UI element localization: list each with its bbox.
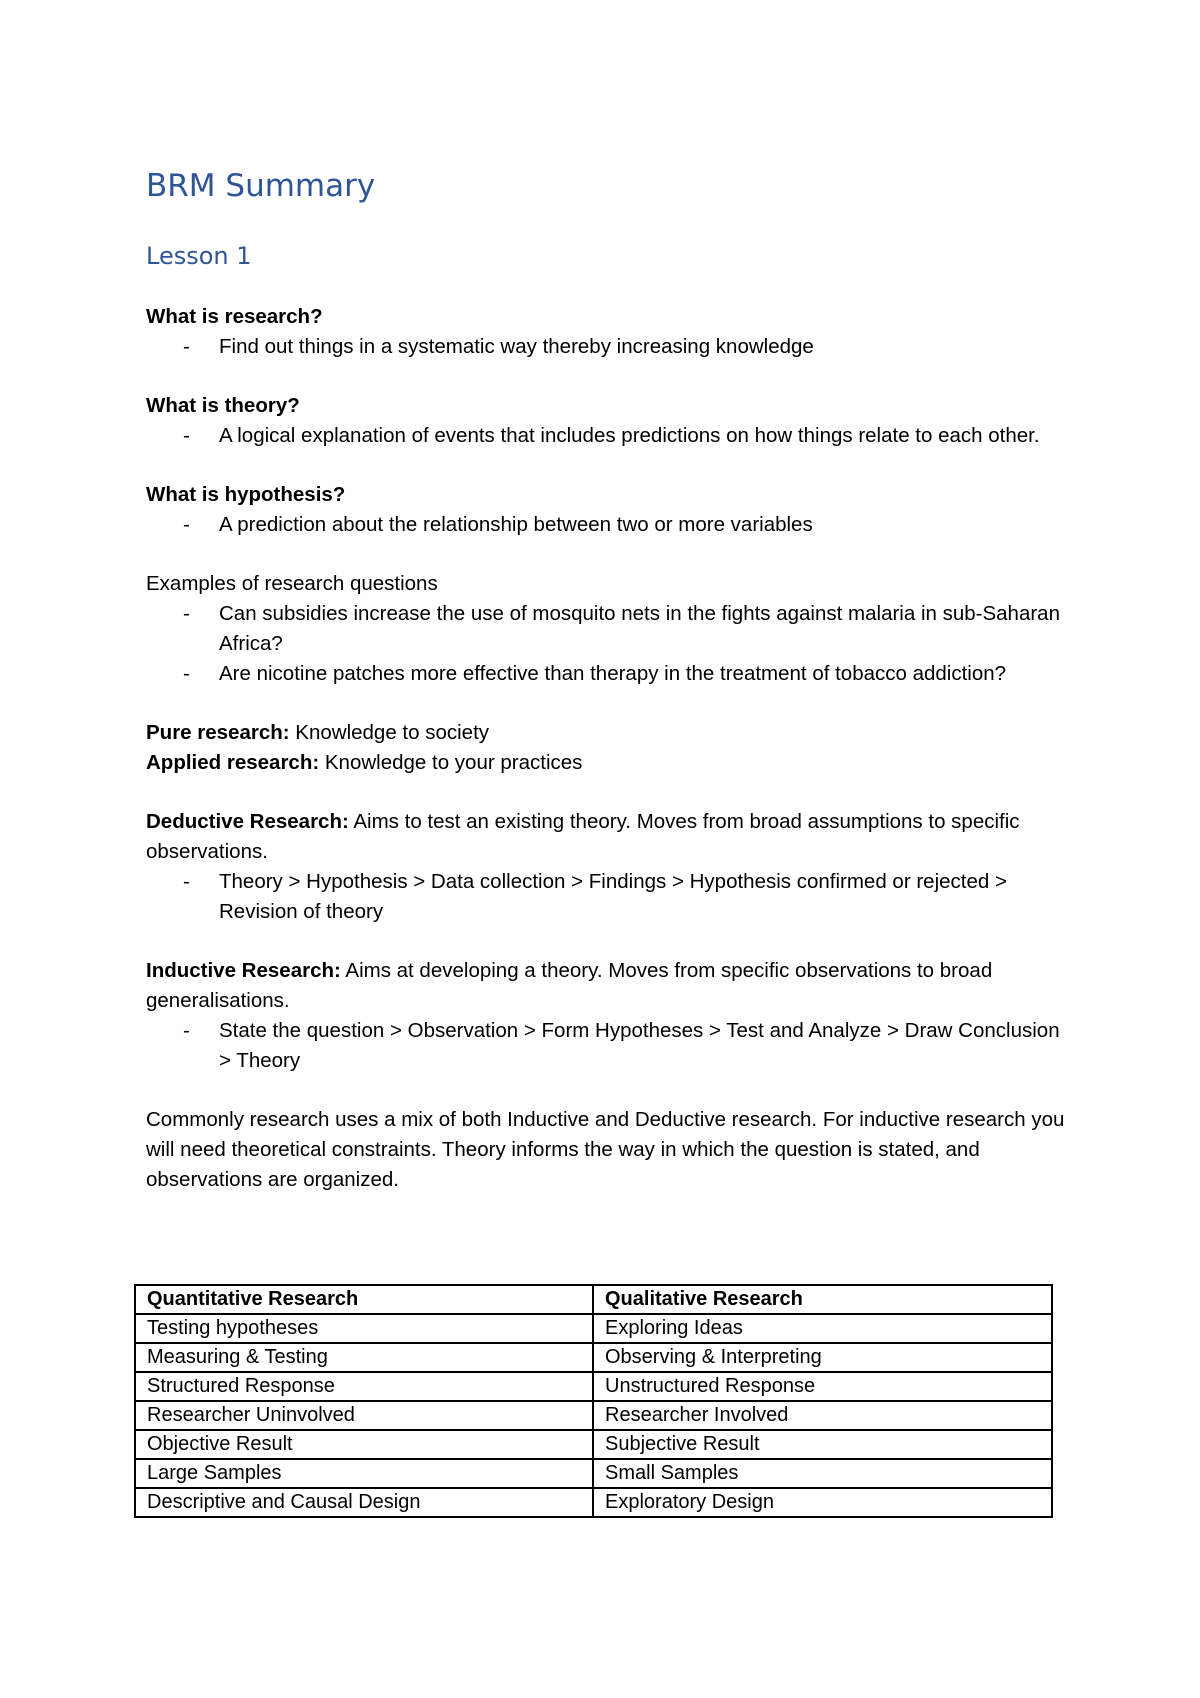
table-row (135, 1401, 1052, 1430)
table-row (135, 1430, 1052, 1459)
table-row (135, 1343, 1052, 1372)
table-cell: Descriptive and Causal Design (135, 1488, 593, 1517)
table-cell: Testing hypotheses (135, 1314, 593, 1343)
bullet-list (146, 599, 1066, 689)
list-item (146, 1016, 1066, 1076)
inductive-label: Inductive Research: (146, 959, 341, 982)
bullet-list (146, 1016, 1066, 1076)
question-heading: What is theory? (146, 394, 300, 417)
inductive-paragraph (146, 956, 1066, 1016)
list-item-text: Can subsidies increase the use of mosquito nets in the fights against malaria in sub-Saharan Africa? (219, 602, 1060, 655)
list-item-text: A logical explanation of events that includes predictions on how things relate to each other. (219, 424, 1040, 447)
table-cell: Researcher Uninvolved (135, 1401, 593, 1430)
document-body (146, 302, 1066, 1224)
table-cell: Researcher Involved (593, 1401, 1052, 1430)
document-title: BRM Summary (146, 168, 376, 204)
section-examples (146, 569, 1066, 689)
table-row (135, 1459, 1052, 1488)
table-header-row (135, 1285, 1052, 1314)
section-deductive (146, 807, 1066, 927)
table-header-cell: Qualitative Research (593, 1285, 1052, 1314)
section-research (146, 302, 1066, 362)
list-item-text: Are nicotine patches more effective than therapy in the treatment of tobacco addiction? (219, 662, 1007, 685)
table-row (135, 1314, 1052, 1343)
table-row (135, 1488, 1052, 1517)
list-item (146, 659, 1066, 689)
question-heading: What is research? (146, 305, 323, 328)
bullet-list (146, 421, 1066, 451)
dash-marker: - (183, 513, 190, 536)
deductive-label: Deductive Research: (146, 810, 349, 833)
dash-marker: - (183, 335, 190, 358)
list-item (146, 510, 1066, 540)
table-cell: Objective Result (135, 1430, 593, 1459)
table-cell: Large Samples (135, 1459, 593, 1488)
section-hypothesis (146, 480, 1066, 540)
bullet-list (146, 332, 1066, 362)
applied-research-line (146, 748, 1066, 778)
pure-research-text: Knowledge to society (289, 721, 490, 744)
table-cell: Structured Response (135, 1372, 593, 1401)
list-item (146, 867, 1066, 927)
list-item (146, 421, 1066, 451)
commonly-paragraph: Commonly research uses a mix of both Inductive and Deductive research. For inductive research you will need theoretical constraints. Theory informs the way in which the question is stated, and observations are organized. (146, 1108, 1065, 1191)
table-cell: Exploring Ideas (593, 1314, 1052, 1343)
dash-marker: - (183, 602, 190, 625)
table-header-cell: Quantitative Research (135, 1285, 593, 1314)
inductive-text: Aims at developing a theory. Moves from specific observations to broad generalisations. (146, 959, 993, 1012)
dash-marker: - (183, 1019, 190, 1042)
list-item-text: A prediction about the relationship between two or more variables (219, 513, 813, 536)
table-cell: Small Samples (593, 1459, 1052, 1488)
lesson-heading: Lesson 1 (146, 242, 252, 270)
deductive-paragraph (146, 807, 1066, 867)
dash-marker: - (183, 662, 190, 685)
table-cell: Observing & Interpreting (593, 1343, 1052, 1372)
deductive-text: Aims to test an existing theory. Moves from broad assumptions to specific observations. (146, 810, 1020, 863)
table-cell: Exploratory Design (593, 1488, 1052, 1517)
section-pure-applied (146, 718, 1066, 778)
comparison-table (134, 1284, 1053, 1518)
table-cell: Subjective Result (593, 1430, 1052, 1459)
bullet-list (146, 510, 1066, 540)
dash-marker: - (183, 870, 190, 893)
table-cell: Measuring & Testing (135, 1343, 593, 1372)
pure-research-line (146, 718, 1066, 748)
section-theory (146, 391, 1066, 451)
table-row (135, 1372, 1052, 1401)
table-cell: Unstructured Response (593, 1372, 1052, 1401)
list-item (146, 599, 1066, 659)
list-item-text: Find out things in a systematic way thereby increasing knowledge (219, 335, 814, 358)
pure-research-label: Pure research: (146, 721, 290, 744)
dash-marker: - (183, 424, 190, 447)
list-item-text: Theory > Hypothesis > Data collection > Findings > Hypothesis confirmed or rejected > Revision of theory (219, 870, 1007, 923)
section-inductive (146, 956, 1066, 1076)
list-item-text: State the question > Observation > Form Hypotheses > Test and Analyze > Draw Conclusion > Theory (219, 1019, 1060, 1072)
section-commonly (146, 1105, 1066, 1195)
question-heading: What is hypothesis? (146, 483, 346, 506)
list-item (146, 332, 1066, 362)
applied-research-text: Knowledge to your practices (319, 751, 583, 774)
examples-heading: Examples of research questions (146, 572, 438, 595)
applied-research-label: Applied research: (146, 751, 320, 774)
bullet-list (146, 867, 1066, 927)
